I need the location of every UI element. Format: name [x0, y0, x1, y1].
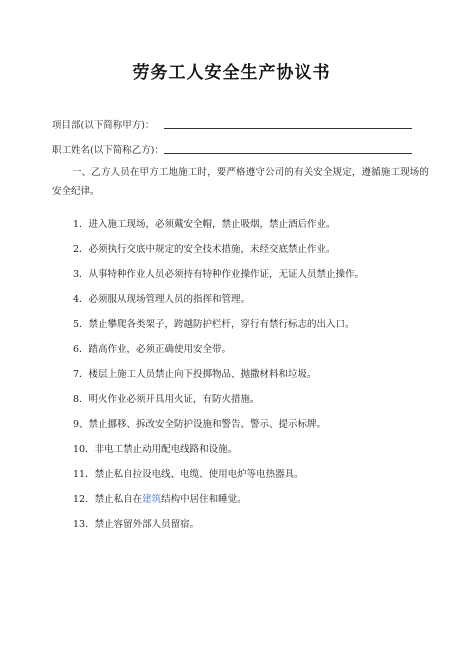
intro-line-2: 安全纪律。 — [52, 186, 100, 197]
document-title: 劳务工人安全生产协议书 — [132, 63, 331, 83]
list-item: 4．必须服从现场管理人员的指挥和管理。 — [73, 294, 251, 305]
item-12-text-after: 结构中居住和睡觉。 — [161, 494, 247, 505]
intro-line-1: 一、乙方人员在甲方工地施工时，要严格遵守公司的有关安全规定，遵循施工现场的 — [72, 167, 430, 178]
list-item: 8．明火作业必须开具用火证，有防火措施。 — [73, 394, 260, 405]
list-item: 3．从事特种作业人员必须持有特种作业操作证，无证人员禁止操作。 — [73, 269, 365, 280]
party-a-blank-line — [164, 128, 412, 129]
list-item: 13．禁止容留外部人员留宿。 — [73, 519, 200, 530]
party-a-field — [52, 117, 412, 131]
party-b-field — [52, 142, 412, 156]
party-b-label: 职工姓名(以下简称乙方)： — [52, 145, 164, 156]
party-a-label: 项目部(以下简称甲方)： — [52, 120, 155, 131]
list-item: 11．禁止私自拉设电线、电缆、使用电炉等电热器具。 — [73, 469, 304, 480]
list-item-12 — [73, 491, 247, 505]
list-item: 9、禁止挪移、拆改安全防护设施和警告、警示、提示标牌。 — [73, 419, 327, 430]
list-item: 6．踏高作业，必须正确使用安全带。 — [73, 344, 232, 355]
list-item: 2．必须执行交底中规定的安全技术措施，未经交底禁止作业。 — [73, 244, 336, 255]
party-b-blank-line — [164, 153, 412, 154]
list-item: 10．非电工禁止动用配电线路和设施。 — [73, 444, 238, 455]
list-item: 5．禁止攀爬各类架子，跨越防护栏杆，穿行有禁行标志的出入口。 — [73, 319, 355, 330]
list-item: 7．楼层上施工人员禁止向下投掷物品、抛撒材料和垃圾。 — [73, 369, 317, 380]
list-item: 1．进入施工现场，必须戴安全帽，禁止吸烟，禁止酒后作业。 — [73, 219, 336, 230]
intro-paragraph — [52, 163, 430, 201]
item-12-text-before: 12．禁止私自在 — [73, 494, 143, 505]
building-link[interactable]: 建筑 — [142, 494, 162, 505]
